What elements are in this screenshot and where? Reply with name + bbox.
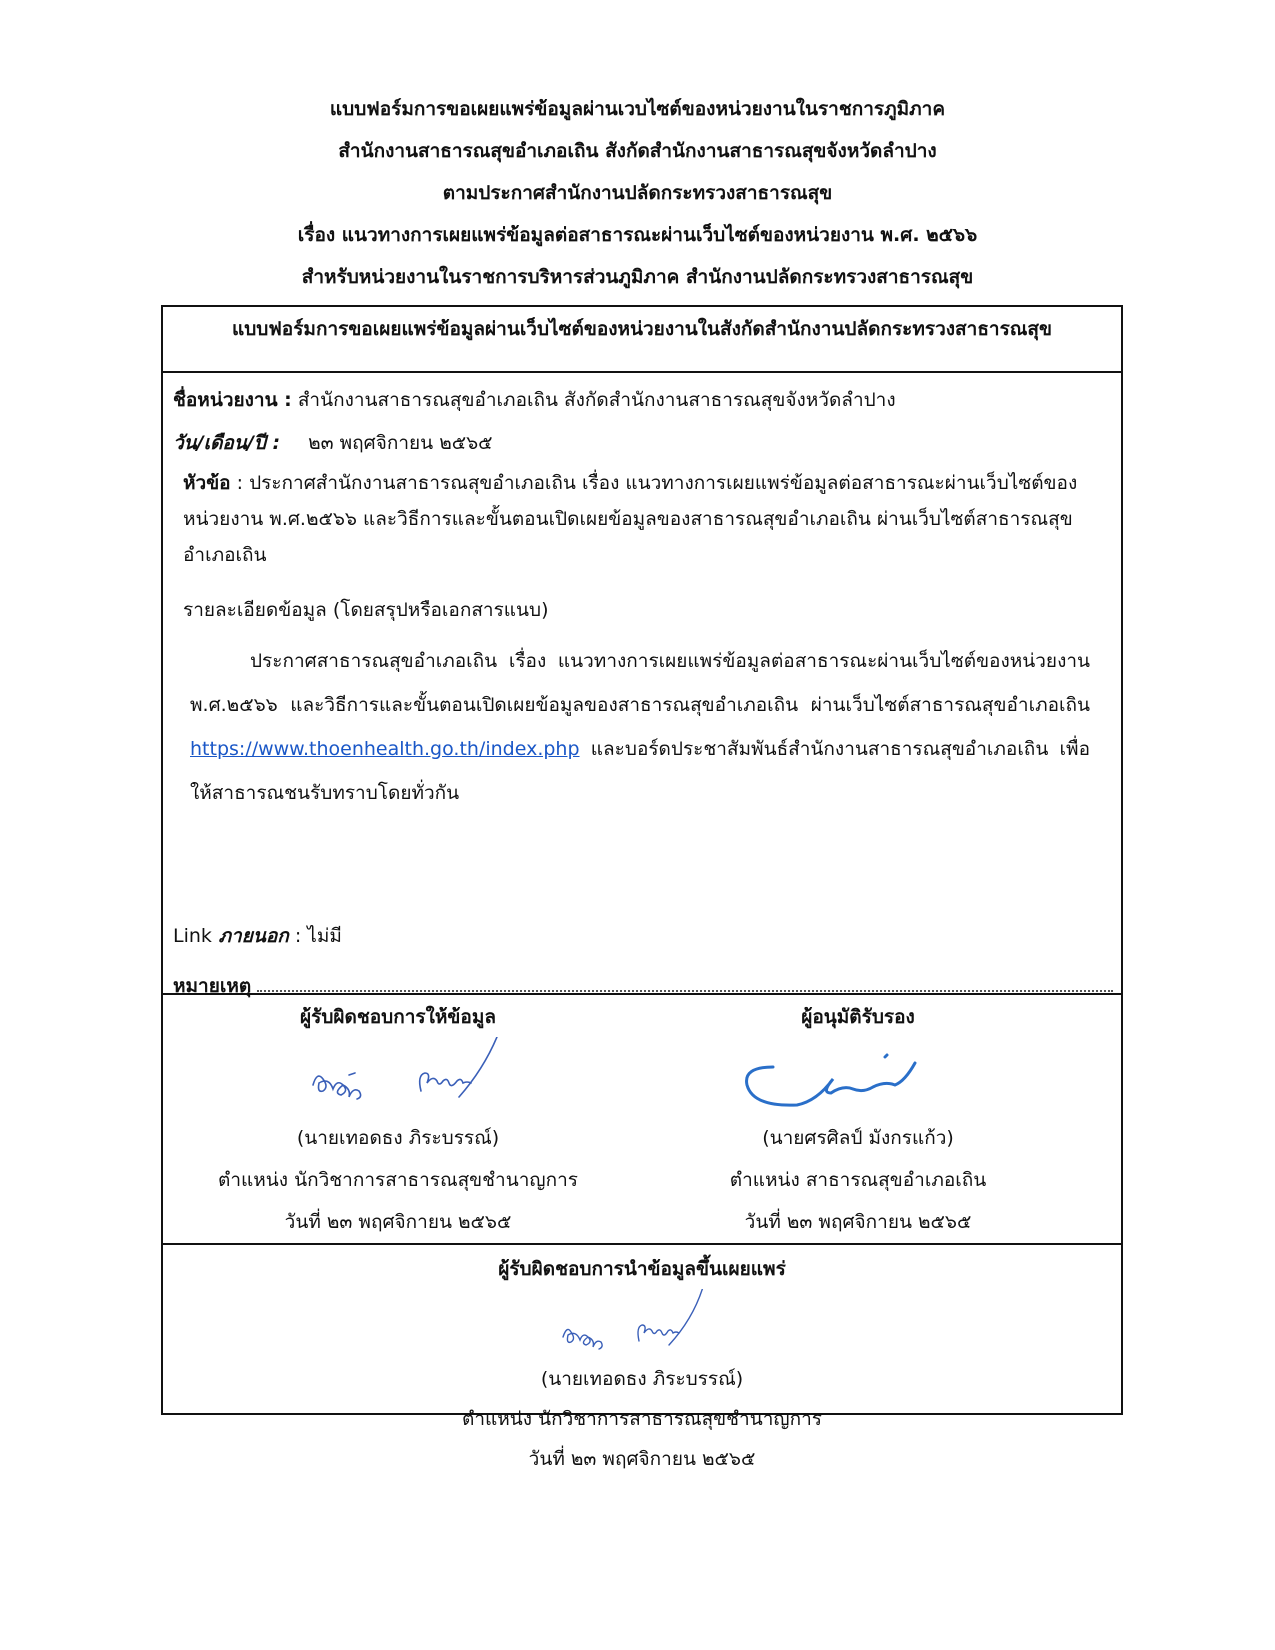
detail-link[interactable]: https://www.thoenhealth.go.th/index.php <box>190 738 580 760</box>
responsible-position: ตำแหน่ง นักวิชาการสาธารณสุขชำนาญการ <box>218 1169 578 1191</box>
agency-label: ชื่อหน่วยงาน : <box>173 389 292 411</box>
publisher-section <box>163 1245 1121 1481</box>
form-box <box>161 305 1123 1470</box>
publisher-signature <box>163 1289 1121 1359</box>
form-title-section <box>163 307 1121 373</box>
topic-label: หัวข้อ <box>183 472 231 494</box>
approver-position: ตำแหน่ง สาธารณสุขอำเภอเถิน <box>729 1169 987 1191</box>
publisher-name: (นายเทอดธง ภิระบรรณ์) <box>540 1368 744 1390</box>
header-line-3: ตามประกาศสำนักงานปลัดกระทรวงสาธารณสุข <box>442 182 833 204</box>
approver-name: (นายศรศิลป์ มังกรแก้ว) <box>762 1127 954 1149</box>
detail-label: รายละเอียดข้อมูล (โดยสรุปหรือเอกสารแนบ) <box>183 599 549 621</box>
date-label: วัน/เดือน/ปี : <box>173 432 281 454</box>
approver-date: วันที่ ๒๓ พฤศจิกายน ๒๕๖๕ <box>744 1211 972 1233</box>
detail-paragraph <box>190 639 1090 815</box>
responsible-column <box>163 995 633 1243</box>
form-info-section <box>163 373 1121 1470</box>
detail-text-after: และบอร์ดประชาสัมพันธ์สำนักงานสาธารณสุขอำเภอเถิน เพื่อให้สาธารณชนรับทราบโดยทั่วกัน <box>190 738 1090 804</box>
header-line-5: สำหรับหน่วยงานในราชการบริหารส่วนภูมิภาค สำนักงานปลัดกระทรวงสาธารณสุข <box>301 266 974 288</box>
date-value: ๒๓ พฤศจิกายน ๒๕๖๕ <box>308 432 493 454</box>
publisher-date: วันที่ ๒๓ พฤศจิกายน ๒๕๖๕ <box>528 1448 756 1470</box>
note-label: หมายเหตุ <box>173 975 252 997</box>
header-line-2: สำนักงานสาธารณสุขอำเภอเถิน สังกัดสำนักงานสาธารณสุขจังหวัดลำปาง <box>338 140 937 162</box>
external-link-label: ภายนอก <box>211 925 289 947</box>
external-link-label-link: Link <box>173 925 212 947</box>
signature-section <box>163 993 1121 1245</box>
agency-value: สำนักงานสาธารณสุขอำเภอเถิน สังกัดสำนักงานสาธารณสุขจังหวัดลำปาง <box>297 389 896 411</box>
topic-block <box>183 465 1083 573</box>
responsible-signature <box>163 1037 633 1117</box>
external-link-value: : ไม่มี <box>288 925 342 947</box>
responsible-name: (นายเทอดธง ภิระบรรณ์) <box>296 1127 500 1149</box>
topic-text: : ประกาศสำนักงานสาธารณสุขอำเภอเถิน เรื่อง แนวทางการเผยแพร่ข้อมูลต่อสาธารณะผ่านเว็บไซต์ของหน่วยงาน พ.ศ.๒๕๖๖ และวิธีการและขั้นตอนเปิดเผยข้อมูลของสาธารณสุขอำเภอเถิน ผ่านเว็บไซต์สาธารณสุขอำเภอเถิน <box>183 472 1078 566</box>
detail-text-before: ประกาศสาธารณสุขอำเภอเถิน เรื่อง แนวทางการเผยแพร่ข้อมูลต่อสาธารณะผ่านเว็บไซต์ของหน่วยงาน พ.ศ.๒๕๖๖ และวิธีการและขั้นตอนเปิดเผยข้อมูลของสาธารณสุขอำเภอเถิน ผ่านเว็บไซต์สาธารณสุขอำเภอเถิน <box>190 650 1090 716</box>
form-title: แบบฟอร์มการขอเผยแพร่ข้อมูลผ่านเว็บไซต์ของหน่วยงานในสังกัดสำนักงานปลัดกระทรวงสาธารณสุข <box>231 318 1053 340</box>
external-link-row <box>173 921 342 951</box>
header-line-4: เรื่อง แนวทางการเผยแพร่ข้อมูลต่อสาธารณะผ่านเว็บไซต์ของหน่วยงาน พ.ศ. ๒๕๖๖ <box>297 224 978 246</box>
publisher-heading: ผู้รับผิดชอบการนำข้อมูลขึ้นเผยแพร่ <box>498 1258 786 1280</box>
agency-row <box>173 385 896 415</box>
publisher-position: ตำแหน่ง นักวิชาการสาธารณสุขชำนาญการ <box>462 1408 822 1430</box>
header-line-1: แบบฟอร์มการขอเผยแพร่ข้อมูลผ่านเวบไซต์ของหน่วยงานในราชการภูมิภาค <box>329 98 946 120</box>
approver-heading: ผู้อนุมัติรับรอง <box>801 1006 915 1028</box>
approver-column <box>623 995 1093 1243</box>
responsible-heading: ผู้รับผิดชอบการให้ข้อมูล <box>300 1006 496 1028</box>
document-header <box>0 88 1275 298</box>
note-dotted-line <box>257 974 1113 992</box>
date-row <box>173 428 493 458</box>
responsible-date: วันที่ ๒๓ พฤศจิกายน ๒๕๖๕ <box>284 1211 512 1233</box>
approver-signature <box>623 1037 1093 1117</box>
